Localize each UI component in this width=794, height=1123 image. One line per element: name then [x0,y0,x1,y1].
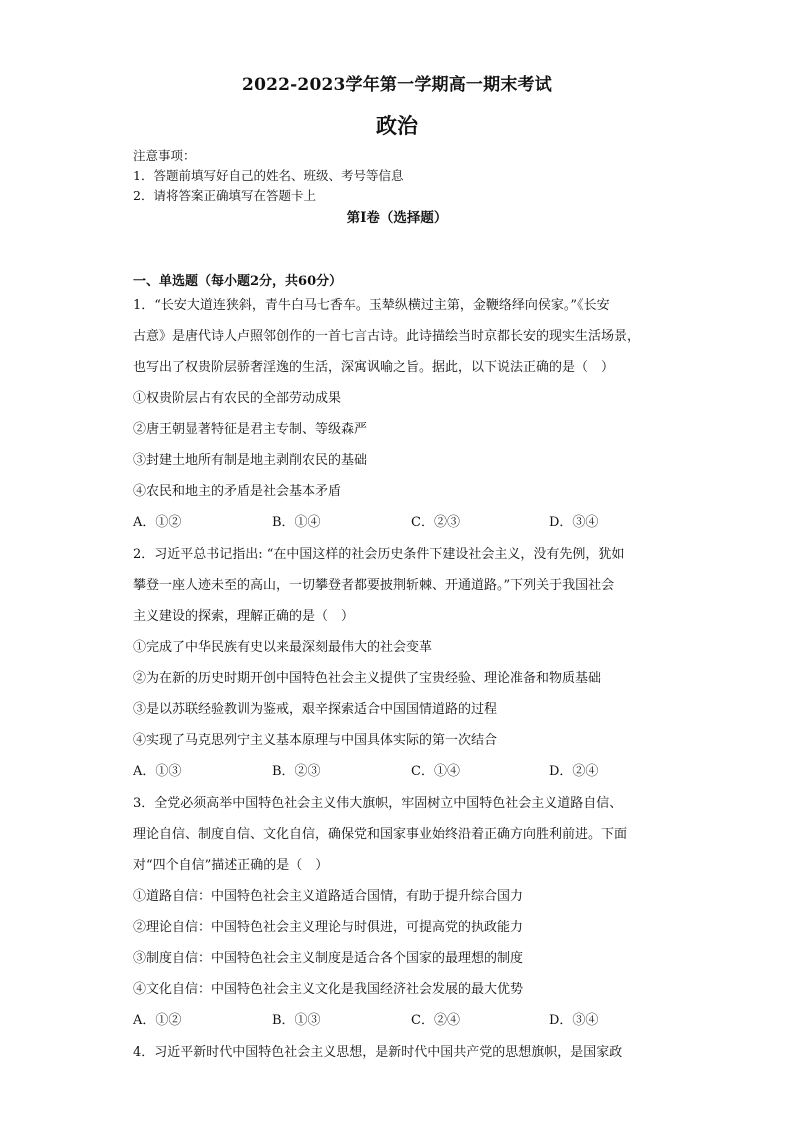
question-stem-line: 2．习近平总书记指出: “在中国这样的社会历史条件下建设社会主义，没有先例，犹如 [133,547,625,562]
notice-label: 注意事项： [133,148,196,163]
statement-2: ②唐王朝显著特征是君主专制、等级森严 [133,422,368,437]
statement-3: ③制度自信：中国特色社会主义制度是适合各个国家的最理想的制度 [133,951,524,966]
question-stem-line: 4．习近平新时代中国特色社会主义思想，是新时代中国共产党的思想旗帜，是国家政 [133,1045,623,1060]
exam-subject: 政治 [376,113,418,138]
statement-2: ②理论自信：中国特色社会主义理论与时俱进，可提高党的执政能力 [133,920,524,935]
notice-block [133,146,403,206]
choice-b[interactable]: B．②③ [272,764,321,779]
section-heading: 一、单选题（每小题2分，共60分） [133,274,343,289]
statement-3: ③封建土地所有制是地主剥削农民的基础 [133,453,368,468]
answer-choices [133,1005,661,1036]
statement-3: ③是以苏联经验教训为鉴戒，艰辛探索适合中国国情道路的过程 [133,702,498,717]
question-stem-line: 古意》是唐代诗人卢照邻创作的一首七言古诗。此诗描绘当时京都长安的现实生活场景， [133,329,641,344]
question-3 [133,788,661,1036]
choice-d[interactable]: D．③④ [549,515,599,530]
choice-b[interactable]: B．①④ [272,515,321,530]
question-1 [133,290,661,538]
question-stem-line: 3．全党必须高举中国特色社会主义伟大旗帜，牢固树立中国特色社会主义道路自信、 [133,796,623,811]
question-stem-line: 对“四个自信”描述正确的是（ ） [133,858,329,873]
statement-1: ①权贵阶层占有农民的全部劳动成果 [133,391,342,406]
statement-2: ②为在新的历史时期开创中国特色社会主义提供了宝贵经验、理论准备和物质基础 [133,671,602,686]
statement-4: ④实现了马克思列宁主义基本原理与中国具体实际的第一次结合 [133,733,498,748]
question-stem-line: 攀登一座人迹未至的高山，一切攀登者都要披荆斩棘、开通道路。”下列关于我国社会 [133,578,615,593]
question-stem-line: 1．“长安大道连狭斜，青牛白马七香车。玉辇纵横过主第，金鞭络绎向侯家。”《长安 [133,298,610,313]
question-stem-line: 也写出了权贵阶层骄奢淫逸的生活，深寓讽喻之旨。据此，以下说法正确的是（ ） [133,360,615,375]
choice-c[interactable]: C．①④ [411,764,460,779]
volume-heading: 第I卷（选择题） [346,210,448,226]
statement-1: ①道路自信：中国特色社会主义道路适合国情，有助于提升综合国力 [133,889,524,904]
choice-a[interactable]: A．①③ [133,764,182,779]
choice-d[interactable]: D．②④ [549,764,599,779]
choice-c[interactable]: C．②④ [411,1013,460,1028]
question-stem-line: 主义建设的探索，理解正确的是（ ） [133,609,355,624]
statement-1: ①完成了中华民族有史以来最深刻最伟大的社会变革 [133,640,433,655]
exam-title: 2022-2023学年第一学期高一期末考试 [242,75,552,95]
statement-4: ④文化自信：中国特色社会主义文化是我国经济社会发展的最大优势 [133,982,524,997]
question-2 [133,539,661,787]
notice-item-2: 2．请将答案正确填写在答题卡上 [133,188,316,203]
notice-item-1: 1．答题前填写好自己的姓名、班级、考号等信息 [133,168,404,183]
answer-choices [133,507,661,538]
statement-4: ④农民和地主的矛盾是社会基本矛盾 [133,484,342,499]
choice-d[interactable]: D．③④ [549,1013,599,1028]
question-4 [133,1037,661,1068]
answer-choices [133,756,661,787]
choice-a[interactable]: A．①② [133,515,182,530]
choice-b[interactable]: B．①③ [272,1013,321,1028]
question-stem-line: 理论自信、制度自信、文化自信，确保党和国家事业始终沿着正确方向胜利前进。下面 [133,827,628,842]
choice-c[interactable]: C．②③ [411,515,460,530]
choice-a[interactable]: A．①② [133,1013,182,1028]
